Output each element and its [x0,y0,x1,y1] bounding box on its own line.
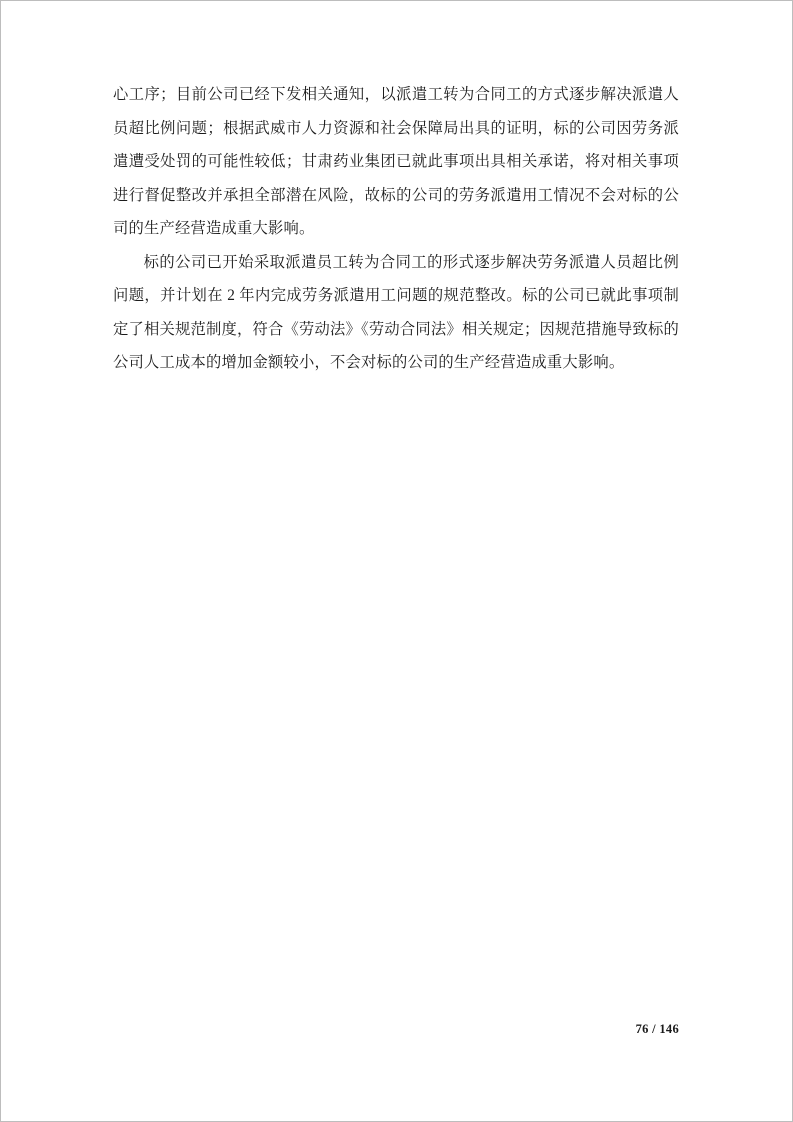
paragraph-2: 标的公司已开始采取派遣员工转为合同工的形式逐步解决劳务派遣人员超比例问题，并计划在 2 年内完成劳务派遣用工问题的规范整改。标的公司已就此事项制定了相关规范制度，符合《劳动法》《劳动合同法》相关规定；因规范措施导致标的公司人工成本的增加金额较小，不会对标的公司的生产经营造成重大影响。 [113,253,679,371]
page-number-footer: 76 / 146 [635,1022,679,1036]
paragraph-1: 心工序；目前公司已经下发相关通知，以派遣工转为合同工的方式逐步解决派遣人员超比例问题；根据武威市人力资源和社会保障局出具的证明，标的公司因劳务派遣遭受处罚的可能性较低；甘肃药业集团已就此事项出具相关承诺，将对相关事项进行督促整改并承担全部潜在风险，故标的公司的劳务派遣用工情况不会对标的公司的生产经营造成重大影响。 [113,86,679,237]
page-content [113,78,679,380]
